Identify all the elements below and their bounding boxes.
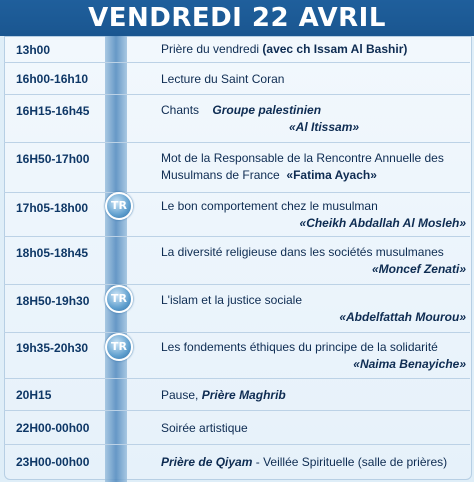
speaker-name: Prière de Qiyam bbox=[161, 455, 253, 469]
activity-text-line2: Musulmans de France bbox=[161, 168, 280, 182]
time-slot: 16H50-17h00 bbox=[16, 152, 90, 166]
schedule-row bbox=[4, 236, 470, 285]
activity bbox=[161, 387, 466, 404]
activity bbox=[161, 198, 466, 232]
tr-badge-icon: TR bbox=[105, 285, 133, 313]
title-banner bbox=[0, 0, 474, 36]
schedule-row bbox=[4, 62, 470, 95]
activity bbox=[161, 150, 466, 184]
activity-text: - Veillée Spirituelle (salle de prières) bbox=[255, 455, 448, 469]
time-slot: 22H00-00h00 bbox=[16, 421, 90, 435]
speaker-name: «Moncef Zenati» bbox=[371, 262, 466, 276]
schedule-row bbox=[4, 410, 470, 445]
page-title: VENDREDI 22 AVRIL bbox=[88, 3, 386, 33]
speaker-name: «Cheikh Abdallah Al Mosleh» bbox=[299, 216, 466, 230]
speaker-name: Groupe palestinien bbox=[212, 103, 322, 117]
activity-text: Les fondements éthiques du principe de la solidarité bbox=[161, 340, 438, 354]
schedule-row bbox=[4, 142, 470, 193]
speaker-subtitle: «Al Itissam» bbox=[289, 120, 360, 134]
activity-text: Chants bbox=[161, 103, 200, 117]
activity-text: Mot de la Responsable de la Rencontre Annuelle des bbox=[161, 151, 444, 165]
activity-text: Prière du vendredi bbox=[161, 42, 260, 56]
time-slot: 18H50-19h30 bbox=[16, 294, 90, 308]
time-slot: 19h35-20h30 bbox=[16, 341, 89, 355]
tr-badge-icon: TR bbox=[105, 192, 133, 220]
activity bbox=[161, 41, 466, 58]
speaker-name: Prière Maghrib bbox=[201, 388, 286, 402]
speaker-name: «Abdelfattah Mourou» bbox=[339, 310, 466, 324]
schedule-row bbox=[4, 192, 470, 237]
activity bbox=[161, 292, 466, 326]
schedule-row bbox=[4, 94, 470, 143]
schedule-row bbox=[4, 378, 470, 411]
activity bbox=[161, 102, 466, 136]
activity bbox=[161, 339, 466, 373]
activity bbox=[161, 244, 466, 278]
time-slot: 17h05-18h00 bbox=[16, 201, 89, 215]
activity-text: Pause, bbox=[161, 388, 199, 402]
schedule-row bbox=[4, 332, 470, 379]
time-slot: 20H15 bbox=[16, 388, 52, 402]
schedule-row bbox=[4, 444, 470, 478]
time-slot: 23H00-00h00 bbox=[16, 455, 90, 469]
time-slot: 13h00 bbox=[16, 43, 51, 57]
speaker-name: (avec ch Issam Al Bashir) bbox=[262, 42, 408, 56]
schedule-row bbox=[4, 36, 470, 63]
activity bbox=[161, 71, 466, 88]
activity-text: Le bon comportement chez le musulman bbox=[161, 199, 378, 213]
speaker-name: «Fatima Ayach» bbox=[286, 168, 377, 182]
activity bbox=[161, 454, 466, 471]
activity-text: Lecture du Saint Coran bbox=[161, 72, 285, 86]
schedule-row bbox=[4, 284, 470, 333]
time-slot: 16H15-16h45 bbox=[16, 104, 90, 118]
speaker-name: «Naima Benayiche» bbox=[353, 357, 466, 371]
tr-badge-icon: TR bbox=[105, 333, 133, 361]
activity-text: L'islam et la justice sociale bbox=[161, 293, 303, 307]
time-slot: 18h05-18h45 bbox=[16, 246, 89, 260]
activity-text: La diversité religieuse dans les sociétés musulmanes bbox=[161, 245, 444, 259]
time-slot: 16h00-16h10 bbox=[16, 72, 89, 86]
activity-text: Soirée artistique bbox=[161, 421, 248, 435]
activity bbox=[161, 420, 466, 437]
